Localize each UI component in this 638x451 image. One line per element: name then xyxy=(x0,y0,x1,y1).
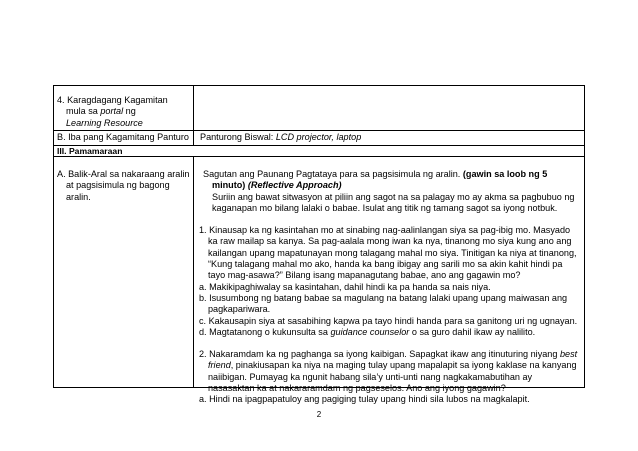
row-divider xyxy=(53,156,585,157)
section-title-pamamaraan: III. Pamamaraan xyxy=(57,146,123,156)
page-number: 2 xyxy=(316,410,322,419)
table-border-top xyxy=(53,85,585,86)
column-divider xyxy=(193,156,194,387)
row-divider xyxy=(53,145,585,146)
row-karagdagang-kagamitan-label: 4. Karagdagang Kagamitan mula sa portal ng Learning Resource xyxy=(57,95,168,128)
instructions: Sagutan ang Paunang Pagtataya para sa pagsisimula ng aralin. (gawin sa loob ng 5 minuto) (Reflective Approach) Suriin ang bawat sitwasyon at piliin ang sagot na sa palagay mo ay akma sa pagbubuo ng kaganapan mo bilang lalaki o babae. Isulat ang titik ng tamang sagot sa iyong notbuk. xyxy=(203,169,575,213)
table-border-right xyxy=(584,85,585,388)
question-1: 1. Kinausap ka ng kasintahan mo at sinabing nag-aalinlangan siya sa pag-ibig mo. Masyado ka raw mailap sa kanya. Sa pag-aalala mong iwan ka nya, tinanong mo siya kung ano ang kailangan upang mapatunayan mong talagang mahal mo siya. Tinitigan ka niya at tinanong, “Kung talagang mahal mo ako, handa ka bang ibigay ang sarili mo sa akin kahit hindi pa tayo mag-asawa?” Bilang isang mapanagutang babae, ano ang gagawin mo? a. Makikipaghiwalay sa kasintahan, dahil hindi ka pa handa sa nais niya. b. Isusumbong ng batang babae sa magulang na batang lalaki upang upang maiwasan ang pagkapariwara. c. Kakausapin siya at sasabihing kapwa pa tayo hindi handa para sa ganitong uri ng ugnayan. d. Magtatanong o kukunsulta sa guidance counselor o sa guro dahil ikaw ay nalilito. xyxy=(199,225,578,337)
choice-c: c. Kakausapin siya at sasabihing kapwa pa tayo hindi handa para sa ganitong uri ng ugnayan. xyxy=(199,315,578,326)
row-divider xyxy=(53,130,585,131)
row-iba-pang-kagamitan-label: B. Iba pang Kagamitang Panturo xyxy=(57,132,189,142)
choice-d: d. Magtatanong o kukunsulta sa guidance counselor o sa guro dahil ikaw ay nalilito. xyxy=(199,326,536,337)
row-iba-pang-kagamitan-content: Panturong Biswal: LCD projector, laptop xyxy=(200,132,362,142)
column-divider xyxy=(193,85,194,145)
choice-a: a. Hindi na ipagpapatuloy ang pagiging tulay upang hindi sila lubos na magkalapit. xyxy=(199,394,530,405)
choice-b: b. Isusumbong ng batang babae sa magulang na batang lalaki upang upang maiwasan ang xyxy=(199,292,568,303)
table-border-left xyxy=(53,85,54,388)
row-balik-aral-content xyxy=(199,169,577,406)
row-balik-aral-label: A. Balik-Aral sa nakaraang aralin at pagsisimula ng bagong aralin. xyxy=(57,169,190,202)
lesson-plan-table xyxy=(53,85,585,405)
question-2: 2. Nakaramdam ka ng paghanga sa iyong kaibigan. Sapagkat ikaw ang itinuturing niyang best friend, pinakiusapan ka niya na maging tulay upang mapalapit sa iyong kaklase na kanyang naiibigan. Pumayag ka ngunit habang sila’y unti-unti nang nagkakamabutihan ay nasasaktan ka at nakararamdam ng pagseselos. Ano ang iyong gagawin? a. Hindi na ipagpapatuloy ang pagiging tulay upang hindi sila lubos na magkalapit. xyxy=(199,349,578,405)
choice-a: a. Makikipaghiwalay sa kasintahan, dahil hindi ka pa handa sa nais niya. xyxy=(199,281,491,292)
